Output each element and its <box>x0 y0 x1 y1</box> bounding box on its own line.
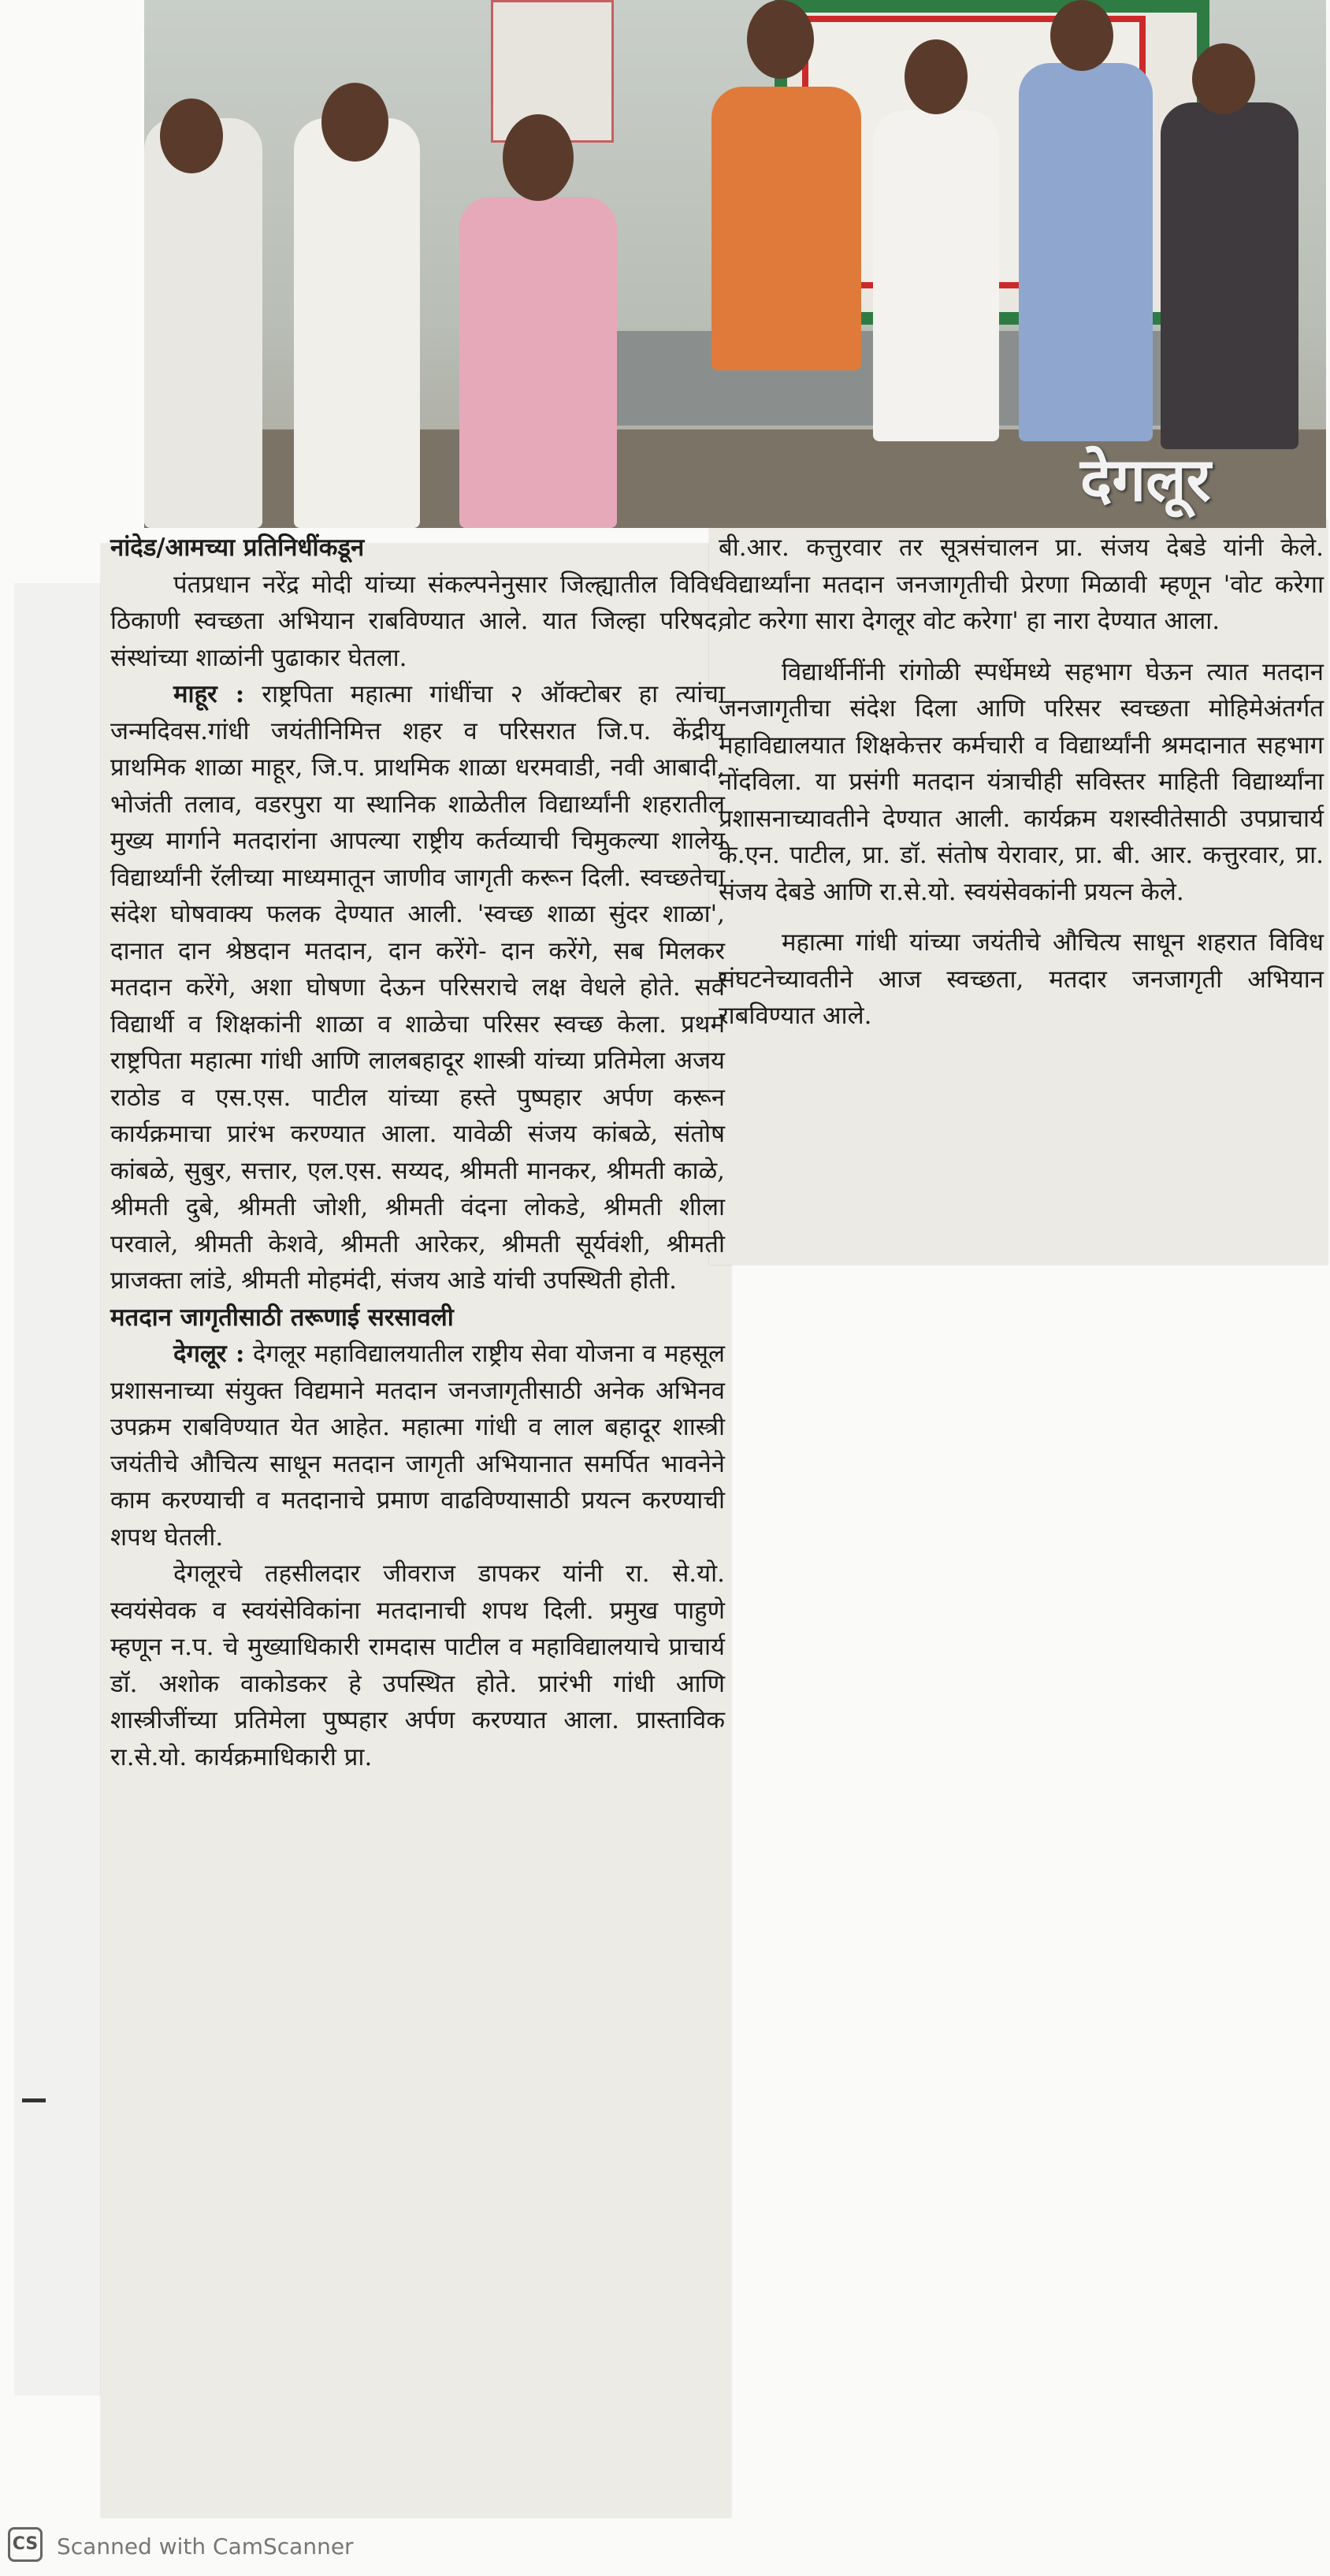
degloor-paragraph <box>110 1336 725 1556</box>
mahur-paragraph <box>110 676 725 1299</box>
scan-shadow <box>14 583 101 2396</box>
article-intro: पंतप्रधान नरेंद्र मोदी यांच्या संकल्पनेनुसार जिल्ह्यातील विविध ठिकाणी स्वच्छता अभियान राबविण्यात आले. यात जिल्हा परिषद, संस्थांच्या शाळांनी पुढाकार घेतला. <box>110 570 725 672</box>
right-paragraph-1: बी.आर. कत्तुरवार तर सूत्रसंचालन प्रा. संजय देबडे यांनी केले. विद्यार्थ्यांना मतदान जनजागृतीची प्रेरणा मिळावी म्हणून 'वोट करेगा वोट करेगा सारा देगलूर वोट करेगा' हा नारा देण्यात आला. <box>719 533 1324 635</box>
right-paragraph-3: महात्मा गांधी यांच्या जयंतीचे औचित्य साधून शहरात विविध संघटनेच्यावतीने आज स्वच्छता, मतदार जनजागृती अभियान राबविण्यात आले. <box>719 928 1324 1030</box>
article-byline: नांदेड/आमच्या प्रतिनिधींकडून <box>110 533 365 562</box>
degloor-body: देगलूर महाविद्यालयातील राष्ट्रीय सेवा योजना व महसूल प्रशासनाच्या संयुक्त विद्यमाने मतदान जनजागृतीसाठी अनेक अभिनव उपक्रम राबविण्यात येत आहेत. महात्मा गांधी व लाल बहादूर शास्त्री जयंतीचे औचित्य साधून मतदान जागृती अभियानात समर्पित भावनेने काम करण्याची व मतदानाचे प्रमाण वाढविण्यासाठी प्रयत्न करण्याची शपथ घेतली. <box>110 1340 725 1552</box>
camscanner-logo-icon: CS <box>8 2527 43 2562</box>
mahur-dateline: माहूर : <box>173 680 245 708</box>
photo-watermark: देगलूर <box>1080 444 1211 515</box>
article-left-column <box>110 530 725 1775</box>
news-photo <box>144 0 1326 528</box>
degloor-dateline: देगलूर : <box>173 1340 245 1368</box>
mahur-body: राष्ट्रपिता महात्मा गांधींचा २ ऑक्टोबर हा त्यांचा जन्मदिवस.गांधी जयंतीनिमित्त शहर व परिसरात जि.प. केंद्रीय प्राथमिक शाळा माहूर, जि.प. प्राथमिक शाळा धरमवाडी, नवी आबादी, भोजंती तलाव, वडरपुरा या स्थानिक शाळेतील विद्यार्थ्यांनी शहरातील मुख्य मार्गाने मतदारांना आपल्या राष्ट्रीय कर्तव्याची चिमुकल्या शालेय विद्यार्थ्यांनी रॅलीच्या माध्यमातून जाणीव जागृती करून दिली. स्वच्छतेचा संदेश घोषवाक्य फलक देण्यात आली. 'स्वच्छ शाळा सुंदर शाळा', दानात दान श्रेष्ठदान मतदान, दान करेंगे- दान करेंगे, सब मिलकर मतदान करेंगे, अशा घोषणा देऊन परिसराचे लक्ष वेधले होते. सर्व विद्यार्थी व शिक्षकांनी शाळा व शाळेचा परिसर स्वच्छ केला. प्रथम राष्ट्रपिता महात्मा गांधी आणि लालबहादूर शास्त्री यांच्या प्रतिमेला अजय राठोड व एस.एस. पाटील यांच्या हस्ते पुष्पहार अर्पण करून कार्यक्रमाचा प्रारंभ करण्यात आला. यावेळी संजय कांबळे, संतोष कांबळे, सुबुर, सत्तार, एल.एस. सय्यद, श्रीमती मानकर, श्रीमती काळे, श्रीमती दुबे, श्रीमती जोशी, श्रीमती वंदना लोकडे, श्रीमती शीला परवाले, श्रीमती केशवे, श्रीमती आरेकर, श्रीमती सूर्यवंशी, श्रीमती प्राजक्ता लांडे, श्रीमती मोहमंदी, संजय आडे यांची उपस्थिती होती. <box>110 680 725 1295</box>
article-subheading: मतदान जागृतीसाठी तरूणाई सरसावली <box>110 1303 454 1332</box>
degloor-paragraph-2: देगलूरचे तहसीलदार जीवराज डापकर यांनी रा. से.यो. स्वयंसेवक व स्वयंसेविकांना मतदानाची शपथ दिली. प्रमुख पाहुणे म्हणून न.प. चे मुख्याधिकारी रामदास पाटील व महाविद्यालयाचे प्राचार्य डॉ. अशोक वाकोडकर हे उपस्थित होते. प्रारंभी गांधी आणि शास्त्रीजींच्या प्रतिमेला पुष्पहार अर्पण करण्यात आला. प्रास्ताविक रा.से.यो. कार्यक्रमाधिकारी प्रा. <box>110 1559 725 1771</box>
margin-mark <box>22 2098 46 2102</box>
article-right-column <box>719 530 1324 1035</box>
right-paragraph-2: विद्यार्थीनींनी रांगोळी स्पर्धेमध्ये सहभाग घेऊन त्यात मतदान जनजागृतीचा संदेश दिला आणि परिसर स्वच्छता मोहिमेअंतर्गत महाविद्यालयात शिक्षकेत्तर कर्मचारी व विद्यार्थ्यांनी श्रमदानात सहभाग नोंदविला. या प्रसंगी मतदान यंत्राचीही सविस्तर माहिती विद्यार्थ्यांना प्रशासनाच्यावतीने देण्यात आली. कार्यक्रम यशस्वीतेसाठी उपप्राचार्य के.एन. पाटील, प्रा. डॉ. संतोष येरावार, प्रा. बी. आर. कत्तुरवार, प्रा. संजय देबडे आणि रा.से.यो. स्वयंसेवकांनी प्रयत्न केले. <box>719 657 1324 906</box>
scanner-watermark: Scanned with CamScanner <box>57 2533 354 2559</box>
